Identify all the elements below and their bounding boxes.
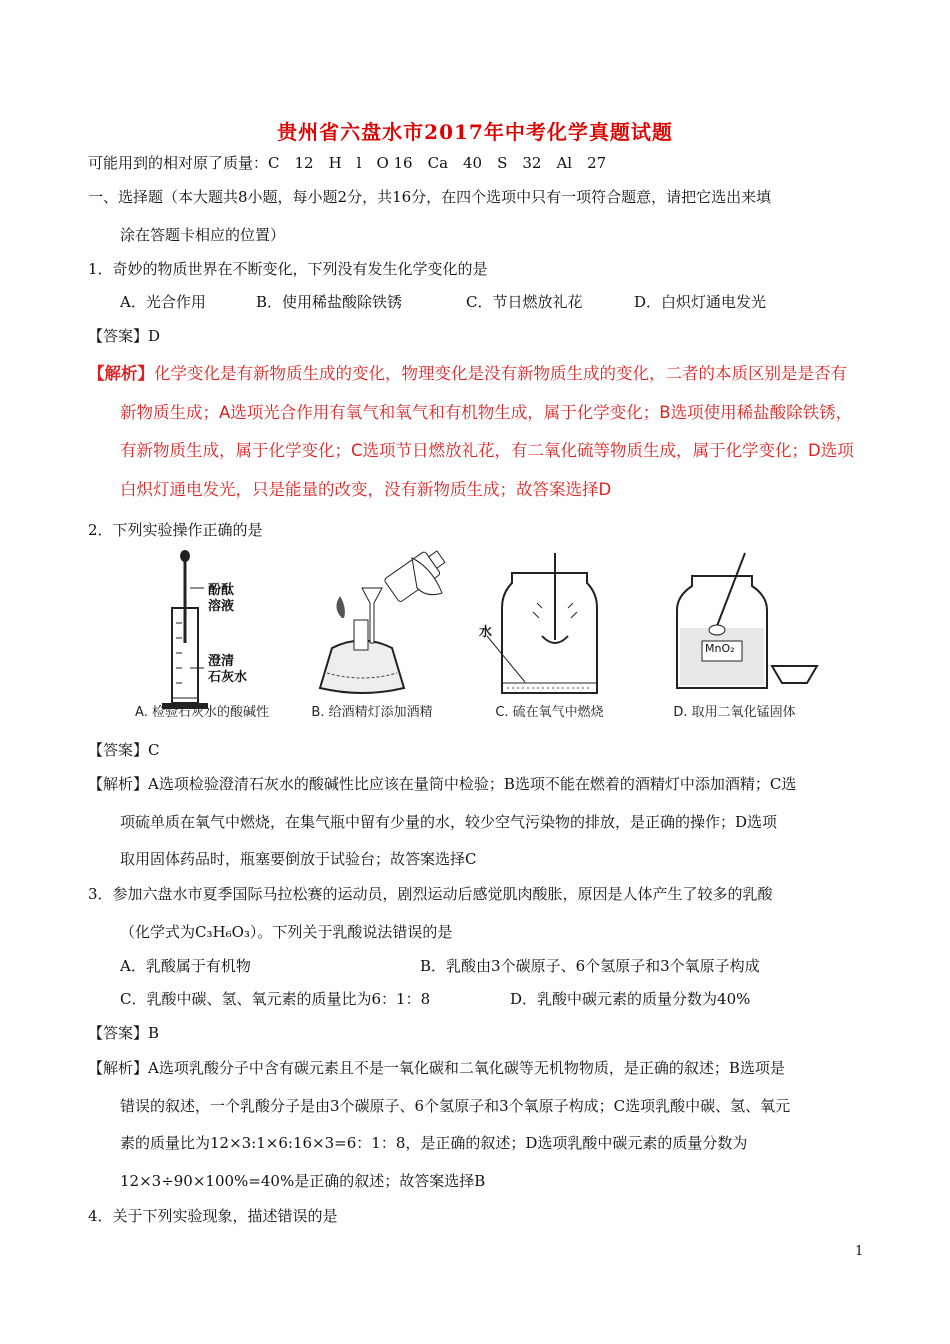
q3-analysis-line: 素的质量比为12×3:1×6:16×3=6：1：8，是正确的叙述；D选项乳酸中碳元素的质量分数为 <box>120 1134 748 1152</box>
q3-stem: 3．参加六盘水市夏季国际马拉松赛的运动员，剧烈运动后感觉肌肉酸胀，原因是人体产生了较多的乳酸 <box>88 885 773 903</box>
caption-b: B. 给酒精灯添加酒精 <box>311 705 433 720</box>
figure-c <box>467 548 632 728</box>
page-title: 贵州省六盘水市2017年中考化学真题试题 <box>277 120 673 144</box>
atomic-masses: 可能用到的相对原了质量：C 12 H l O 16 Ca 40 S 32 Al 27 <box>88 154 607 172</box>
section-header: 一、选择题（本大题共8小题，每小题2分，共16分，在四个选项中只有一项符合题意，请把它选出来填 <box>88 188 772 206</box>
q2-analysis-line: 取用固体药品时，瓶塞要倒放于试验台；故答案选择C <box>120 850 477 868</box>
q3-stem-cont: （化学式为C₃H₆O₃）。下列关于乳酸说法错误的是 <box>120 923 453 941</box>
q2-analysis-line: 【解析】A选项检验澄清石灰水的酸碱性比应该在量筒中检验；B选项不能在燃着的酒精灯中添加酒精；C选 <box>88 775 797 793</box>
q1-option-b: B．使用稀盐酸除铁锈 <box>256 293 403 311</box>
q3-option-a: A．乳酸属于有机物 <box>120 957 251 975</box>
q1-analysis-line: 有新物质生成，属于化学变化；C选项节日燃放礼花，有二氧化硫等物质生成，属于化学变化；D选项 <box>120 441 854 460</box>
q3-analysis-line: 12×3÷90×100%=40%是正确的叙述；故答案选择B <box>120 1172 486 1190</box>
q3-analysis-line: 【解析】A选项乳酸分子中含有碳元素且不是一氧化碳和二氧化碳等无机物物质，是正确的叙述；B选项是 <box>88 1059 785 1077</box>
figure-d <box>647 548 822 728</box>
q1-analysis-line: 【解析】化学变化是有新物质生成的变化，物理变化是没有新物质生成的变化，二者的本质区别是是否有 <box>88 364 847 383</box>
caption-a: A. 检验石灰水的酸碱性 <box>135 705 269 720</box>
label-solution: 溶液 <box>208 599 235 614</box>
label-clear: 澄清 <box>208 654 235 669</box>
figure-a <box>122 548 282 728</box>
q3-option-d: D．乳酸中碳元素的质量分数为40% <box>510 990 751 1008</box>
label-phenolphthalein: 酚酞 <box>208 583 235 598</box>
q2-analysis-line: 项硫单质在氧气中燃烧，在集气瓶中留有少量的水，较少空气污染物的排放，是正确的操作；D选项 <box>120 813 778 831</box>
label-water: 水 <box>479 625 493 640</box>
q1-analysis-line: 新物质生成；A选项光合作用有氧气和氧气和有机物生成，属于化学变化；B选项使用稀盐酸除铁锈， <box>120 403 853 422</box>
caption-d: D. 取用二氧化锰固体 <box>673 705 796 720</box>
q3-option-b: B．乳酸由3个碳原子、6个氢原子和3个氧原子构成 <box>420 957 760 975</box>
q4-stem: 4．关于下列实验现象，描述错误的是 <box>88 1207 338 1225</box>
q1-stem: 1．奇妙的物质世界在不断变化，下列没有发生化学变化的是 <box>88 260 488 278</box>
caption-c: C. 硫在氧气中燃烧 <box>495 705 604 720</box>
q2-stem: 2．下列实验操作正确的是 <box>88 521 263 539</box>
q2-figures <box>122 548 822 728</box>
q1-option-d: D．白炽灯通电发光 <box>634 293 767 311</box>
q1-option-c: C．节日燃放礼花 <box>466 293 583 311</box>
q3-analysis-line: 错误的叙述，一个乳酸分子是由3个碳原子、6个氢原子和3个氧原子构成；C选项乳酸中碳、氢、氧元 <box>120 1097 791 1115</box>
q3-option-c: C．乳酸中碳、氢、氧元素的质量比为6：1：8 <box>120 990 431 1008</box>
figure-b <box>292 548 452 728</box>
page-number: 1 <box>855 1244 864 1259</box>
analysis-tag: 【解析】 <box>88 364 154 383</box>
label-limewater: 石灰水 <box>208 670 248 685</box>
section-header-cont: 涂在答题卡相应的位置） <box>120 226 286 244</box>
q1-answer: 【答案】D <box>88 327 161 345</box>
q3-answer: 【答案】B <box>88 1024 160 1042</box>
label-mno2: MnO₂ <box>705 642 735 655</box>
q1-option-a: A．光合作用 <box>120 293 206 311</box>
q1-analysis-line: 白炽灯通电发光，只是能量的改变，没有新物质生成；故答案选择D <box>120 480 612 499</box>
q2-answer: 【答案】C <box>88 741 160 759</box>
